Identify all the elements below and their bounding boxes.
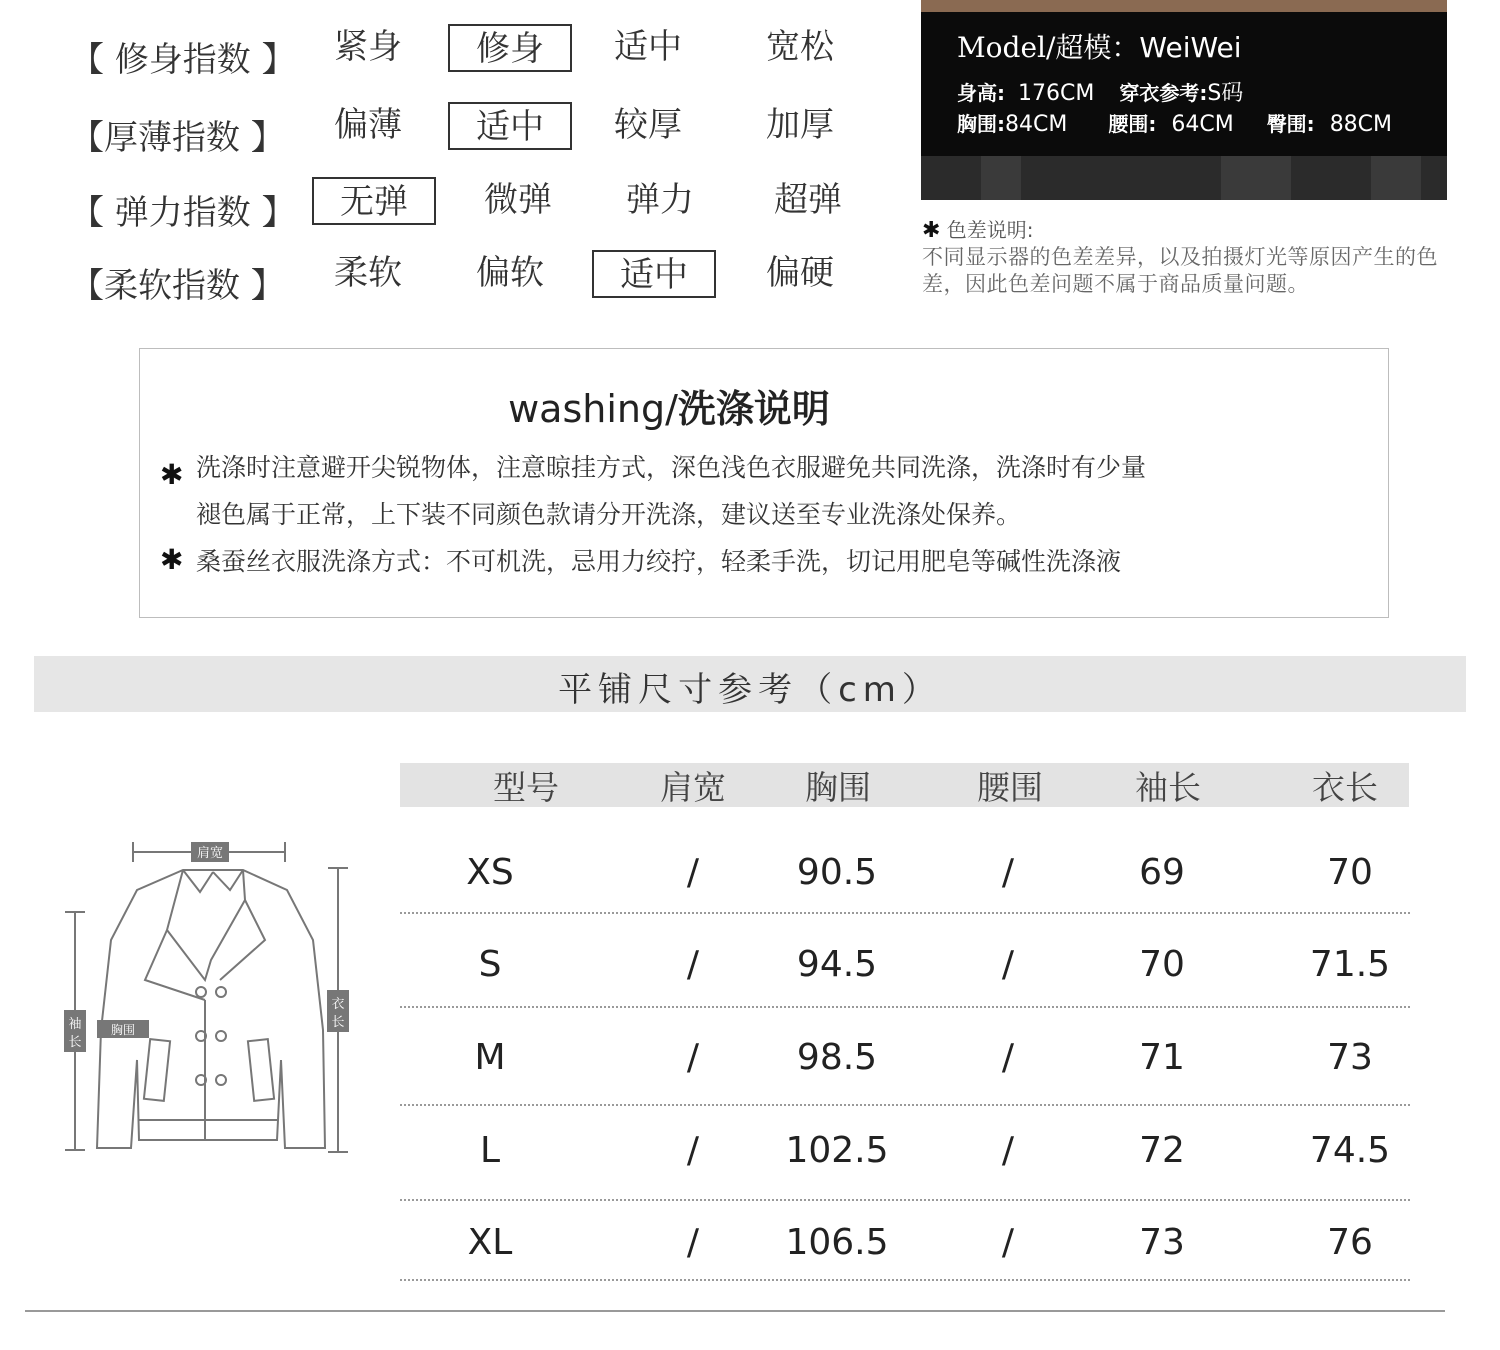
- table-cell: /: [686, 944, 700, 985]
- washing-line-1: 洗涤时注意避开尖锐物体，注意晾挂方式，深色浅色衣服避免共同洗涤，洗涤时有少量: [196, 453, 1147, 482]
- model-line-2: 胸围:84CM 腰围: 64CM 臀围: 88CM: [957, 112, 1393, 137]
- index-option: 微弹: [484, 180, 552, 220]
- table-cell: 102.5: [785, 1130, 889, 1171]
- asterisk-icon: ✱: [160, 543, 184, 576]
- table-cell: /: [1001, 852, 1015, 893]
- table-cell: 72: [1139, 1130, 1185, 1171]
- model-photo-bottom: [921, 156, 1447, 200]
- index-row: [70, 177, 890, 233]
- table-header-cell: 型号: [493, 768, 559, 807]
- table-cell: 74.5: [1309, 1130, 1391, 1171]
- index-option: 偏硬: [766, 253, 834, 293]
- asterisk-icon: ✱: [922, 218, 941, 243]
- index-label: 【 修身指数 】: [70, 40, 296, 80]
- table-cell: 76: [1327, 1222, 1373, 1263]
- table-cell: 98.5: [796, 1037, 878, 1078]
- washing-line-2: 褪色属于正常，上下装不同颜色款请分开洗涤，建议送至专业洗涤处保养。: [196, 500, 1022, 529]
- index-option: 紧身: [334, 27, 402, 67]
- index-label: 【 弹力指数 】: [70, 193, 296, 233]
- index-label: 【柔软指数 】: [70, 266, 285, 306]
- index-option: 适中: [614, 27, 682, 67]
- index-option-selected: 无弹: [312, 177, 436, 225]
- washing-title: washing/洗涤说明: [508, 387, 830, 431]
- index-option: 较厚: [614, 105, 682, 145]
- index-row: [70, 250, 890, 306]
- svg-text:衣: 衣: [331, 997, 345, 1012]
- table-cell: /: [1001, 1222, 1015, 1263]
- table-header-cell: 衣长: [1312, 768, 1378, 807]
- table-cell: M: [474, 1037, 506, 1078]
- table-cell: /: [1001, 944, 1015, 985]
- table-cell: 70: [1327, 852, 1373, 893]
- washing-line-3: 桑蚕丝衣服洗涤方式：不可机洗，忌用力绞拧，轻柔手洗，切记用肥皂等碱性洗涤液: [196, 547, 1122, 576]
- index-option: 加厚: [766, 105, 834, 145]
- svg-text:长: 长: [68, 1035, 82, 1050]
- table-header-cell: 肩宽: [660, 768, 726, 807]
- table-cell: XS: [466, 852, 514, 893]
- table-cell: XL: [467, 1222, 513, 1263]
- index-option: 偏薄: [334, 105, 402, 145]
- table-cell: /: [686, 1130, 700, 1171]
- table-row-divider: [400, 1279, 1410, 1281]
- svg-text:肩宽: 肩宽: [196, 846, 224, 861]
- table-header-cell: 袖长: [1135, 768, 1201, 807]
- size-title: 平铺尺寸参考（cm）: [558, 670, 942, 710]
- bottom-divider: [25, 1310, 1445, 1312]
- table-cell: 71.5: [1309, 944, 1391, 985]
- table-cell: S: [478, 944, 502, 985]
- table-header-cell: 胸围: [805, 768, 871, 807]
- table-cell: /: [686, 852, 700, 893]
- table-cell: 69: [1139, 852, 1185, 893]
- table-cell: 94.5: [796, 944, 878, 985]
- table-row-divider: [400, 912, 1410, 914]
- table-cell: 71: [1139, 1037, 1185, 1078]
- svg-text:袖: 袖: [68, 1017, 82, 1032]
- table-cell: /: [686, 1037, 700, 1078]
- index-option-selected: 修身: [448, 24, 572, 72]
- index-option: 弹力: [626, 180, 694, 220]
- index-option: 宽松: [766, 27, 834, 67]
- index-row: [70, 24, 890, 80]
- model-line-1: 身高: 176CM 穿衣参考:S码: [957, 81, 1244, 106]
- model-photo-strip: [921, 0, 1447, 12]
- table-row-divider: [400, 1006, 1410, 1008]
- table-cell: 73: [1327, 1037, 1373, 1078]
- asterisk-icon: ✱: [160, 458, 184, 491]
- index-option-selected: 适中: [448, 102, 572, 150]
- svg-text:胸围: 胸围: [110, 1023, 136, 1037]
- table-cell: /: [1001, 1037, 1015, 1078]
- coat-diagram: [55, 830, 365, 1160]
- color-note-title: ✱ 色差说明:: [922, 218, 1034, 243]
- model-info-card: [921, 0, 1447, 200]
- table-cell: /: [1001, 1130, 1015, 1171]
- table-row-divider: [400, 1199, 1410, 1201]
- table-cell: 73: [1139, 1222, 1185, 1263]
- index-option-selected: 适中: [592, 250, 716, 298]
- color-note-text: 不同显示器的色差差异，以及拍摄灯光等原因产生的色差，因此色差问题不属于商品质量问题。: [922, 245, 1438, 296]
- model-name: Model/超模：WeiWei: [957, 31, 1242, 64]
- table-cell: /: [686, 1222, 700, 1263]
- table-cell: 70: [1139, 944, 1185, 985]
- table-cell: 90.5: [796, 852, 878, 893]
- index-option: 偏软: [476, 253, 544, 293]
- index-row: [70, 102, 890, 158]
- table-row-divider: [400, 1104, 1410, 1106]
- index-option: 超弹: [774, 180, 842, 220]
- svg-text:长: 长: [331, 1015, 345, 1030]
- index-label: 【厚薄指数 】: [70, 118, 285, 158]
- table-header-cell: 腰围: [977, 768, 1043, 807]
- table-cell: L: [479, 1130, 501, 1171]
- index-option: 柔软: [334, 253, 402, 293]
- table-cell: 106.5: [785, 1222, 889, 1263]
